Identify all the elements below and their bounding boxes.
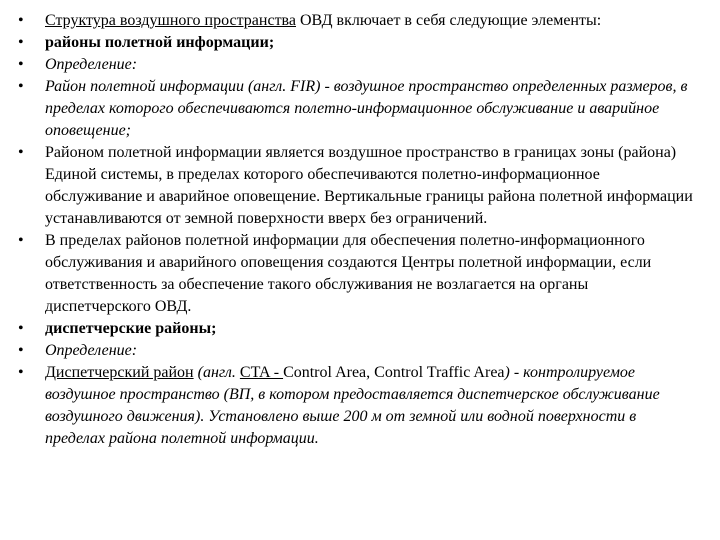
bullet-icon: • [18,34,24,51]
list-item [18,32,698,54]
section-heading: диспетчерские районы; [45,320,217,337]
english-term: Control Area, Control Traffic Area [283,364,505,381]
definition-label: Определение: [45,56,138,73]
definition-label: Определение: [45,342,138,359]
item-text: Районом полетной информации является воздушное пространство в границах зоны (района) Единой системы, в пределах которого обеспечиваются полетно-информационное обслуживание и аварийное оповещение. Вертикальные границы района полетной информации устанавливаются от земной поверхности вверх без ограничений. [45,144,693,227]
bullet-icon: • [18,342,24,359]
bullet-icon: • [18,78,24,95]
list-item [18,54,698,76]
list-item [18,76,698,142]
list-item [18,362,698,450]
bullet-icon: • [18,320,24,337]
airspace-structure-link[interactable]: Структура воздушного пространства [45,12,296,29]
list-item [18,318,698,340]
bullet-icon: • [18,56,24,73]
bullet-icon: • [18,12,24,29]
item-text: В пределах районов полетной информации для обеспечения полетно-информационного обслуживания и аварийного оповещения создаются Центры полетной информации, если ответственность за обеспечение такого обслуживания не возлагается на органы диспетчерского ОВД. [45,232,652,315]
bullet-icon: • [18,364,24,381]
cta-definition: ) - контролируемое воздушное пространство (ВП, в котором предоставляется диспетчерское обслуживание воздушного движения). Установлено выше 200 м от земной или водной поверхности в пределах района полетной информации. [45,364,660,447]
list-item [18,230,698,318]
item-text: ОВД включает в себя следующие элементы: [296,12,602,29]
cta-abbr[interactable]: CTA - [239,364,284,381]
section-heading: районы полетной информации; [45,34,275,51]
list-item [18,340,698,362]
bullet-icon: • [18,144,24,161]
list-item [18,142,698,230]
bullet-icon: • [18,232,24,249]
list-item [18,10,698,32]
control-area-term-link[interactable]: Диспетчерский район [45,364,194,381]
term-prefix: (англ. [193,364,240,381]
fir-definition: Район полетной информации (англ. FIR) - воздушное пространство определенных размеров, в пределах которого обеспечиваются полетно-информационное обслуживание и аварийное оповещение; [45,78,688,139]
bullet-list [18,10,698,450]
